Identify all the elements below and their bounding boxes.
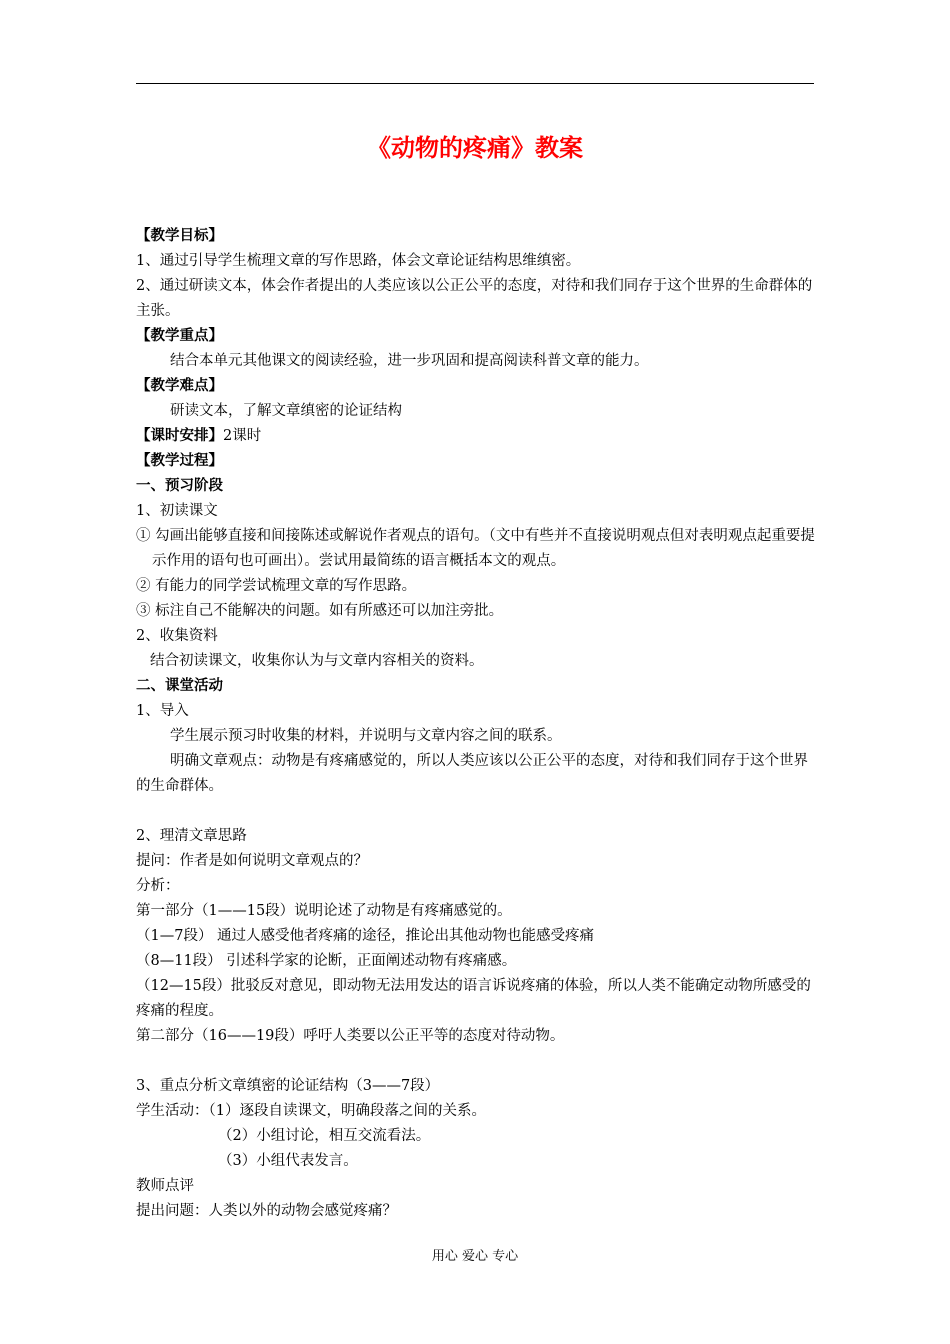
objective-2: 2、通过研读文本，体会作者提出的人类应该以公正公平的态度，对待和我们同存于这个世界的生命群体的主张。 [136,278,813,319]
section-heading-objectives: 【教学目标】 [136,228,223,244]
part-one-sub-2: （8—11段） 引述科学家的论断，正面阐述动物有疼痛感。 [136,953,517,969]
page-footer: 用心 爱心 专心 [431,1249,519,1264]
document-body [136,224,816,1224]
outline-question: 提问：作者是如何说明文章观点的？ [136,853,368,869]
collect-materials-text: 结合初读课文，收集你认为与文章内容相关的资料。 [150,653,484,669]
student-activity-1: 学生活动：（1）逐段自读课文，明确段落之间的关系。 [136,1103,486,1119]
step-first-reading: 1、初读课文 [136,503,218,519]
task-item-3: ③ 标注自己不能解决的问题。如有所感还可以加注旁批。 [136,603,504,619]
difficulty-text: 研读文本，了解文章缜密的论证结构 [170,403,402,419]
schedule-row [136,424,816,449]
student-activity-3: （3）小组代表发言。 [218,1153,358,1169]
teacher-comment: 教师点评 [136,1178,194,1194]
section-heading-difficulties: 【教学难点】 [136,378,223,394]
part-one-sub-3: （12—15段）批驳反对意见，即动物无法用发达的语言诉说疼痛的体验，所以人类不能确定动物所感受的疼痛的程度。 [136,978,811,1019]
part-two-summary: 第二部分（16——19段）呼吁人类要以公正平等的态度对待动物。 [136,1028,565,1044]
spacer [136,799,816,824]
step-collect-materials: 2、收集资料 [136,628,218,644]
spacer [136,1049,816,1074]
section-heading-key-points: 【教学重点】 [136,328,223,344]
introduction-text: 学生展示预习时收集的材料，并说明与文章内容之间的联系。 [170,728,562,744]
header-rule [136,83,814,84]
part-heading-classroom: 二、课堂活动 [136,678,223,694]
objective-1: 1、通过引导学生梳理文章的写作思路，体会文章论证结构思维缜密。 [136,253,581,269]
part-one-sub-1: （1—7段） 通过人感受他者疼痛的途径，推论出其他动物也能感受疼痛 [136,928,595,944]
step-argument-structure: 3、重点分析文章缜密的论证结构（3——7段） [136,1078,440,1094]
student-activity-2: （2）小组讨论，相互交流看法。 [218,1128,431,1144]
part-heading-preview: 一、预习阶段 [136,478,223,494]
viewpoint-text: 明确文章观点：动物是有疼痛感觉的，所以人类应该以公正公平的态度，对待和我们同存于这个世界的生命群体。 [136,753,808,794]
step-outline: 2、理清文章思路 [136,828,247,844]
schedule-value: 2课时 [223,428,262,444]
analysis-label: 分析： [136,878,180,894]
page-title: 《动物的疼痛》教案 [367,134,583,162]
key-point-text: 结合本单元其他课文的阅读经验，进一步巩固和提高阅读科普文章的能力。 [170,353,649,369]
section-heading-schedule: 【课时安排】 [136,428,223,444]
task-item-2: ② 有能力的同学尝试梳理文章的写作思路。 [136,578,417,594]
section-heading-process: 【教学过程】 [136,453,223,469]
task-item-1: ① 勾画出能够直接和间接陈述或解说作者观点的语句。（文中有些并不直接说明观点但对表明观点起重要提示作用的语句也可画出）。尝试用最简练的语言概括本文的观点。 [136,528,815,569]
step-introduction: 1、导入 [136,703,189,719]
part-one-summary: 第一部分（1——15段）说明论述了动物是有疼痛感觉的。 [136,903,512,919]
question-text: 提出问题：人类以外的动物会感觉疼痛？ [136,1203,397,1219]
